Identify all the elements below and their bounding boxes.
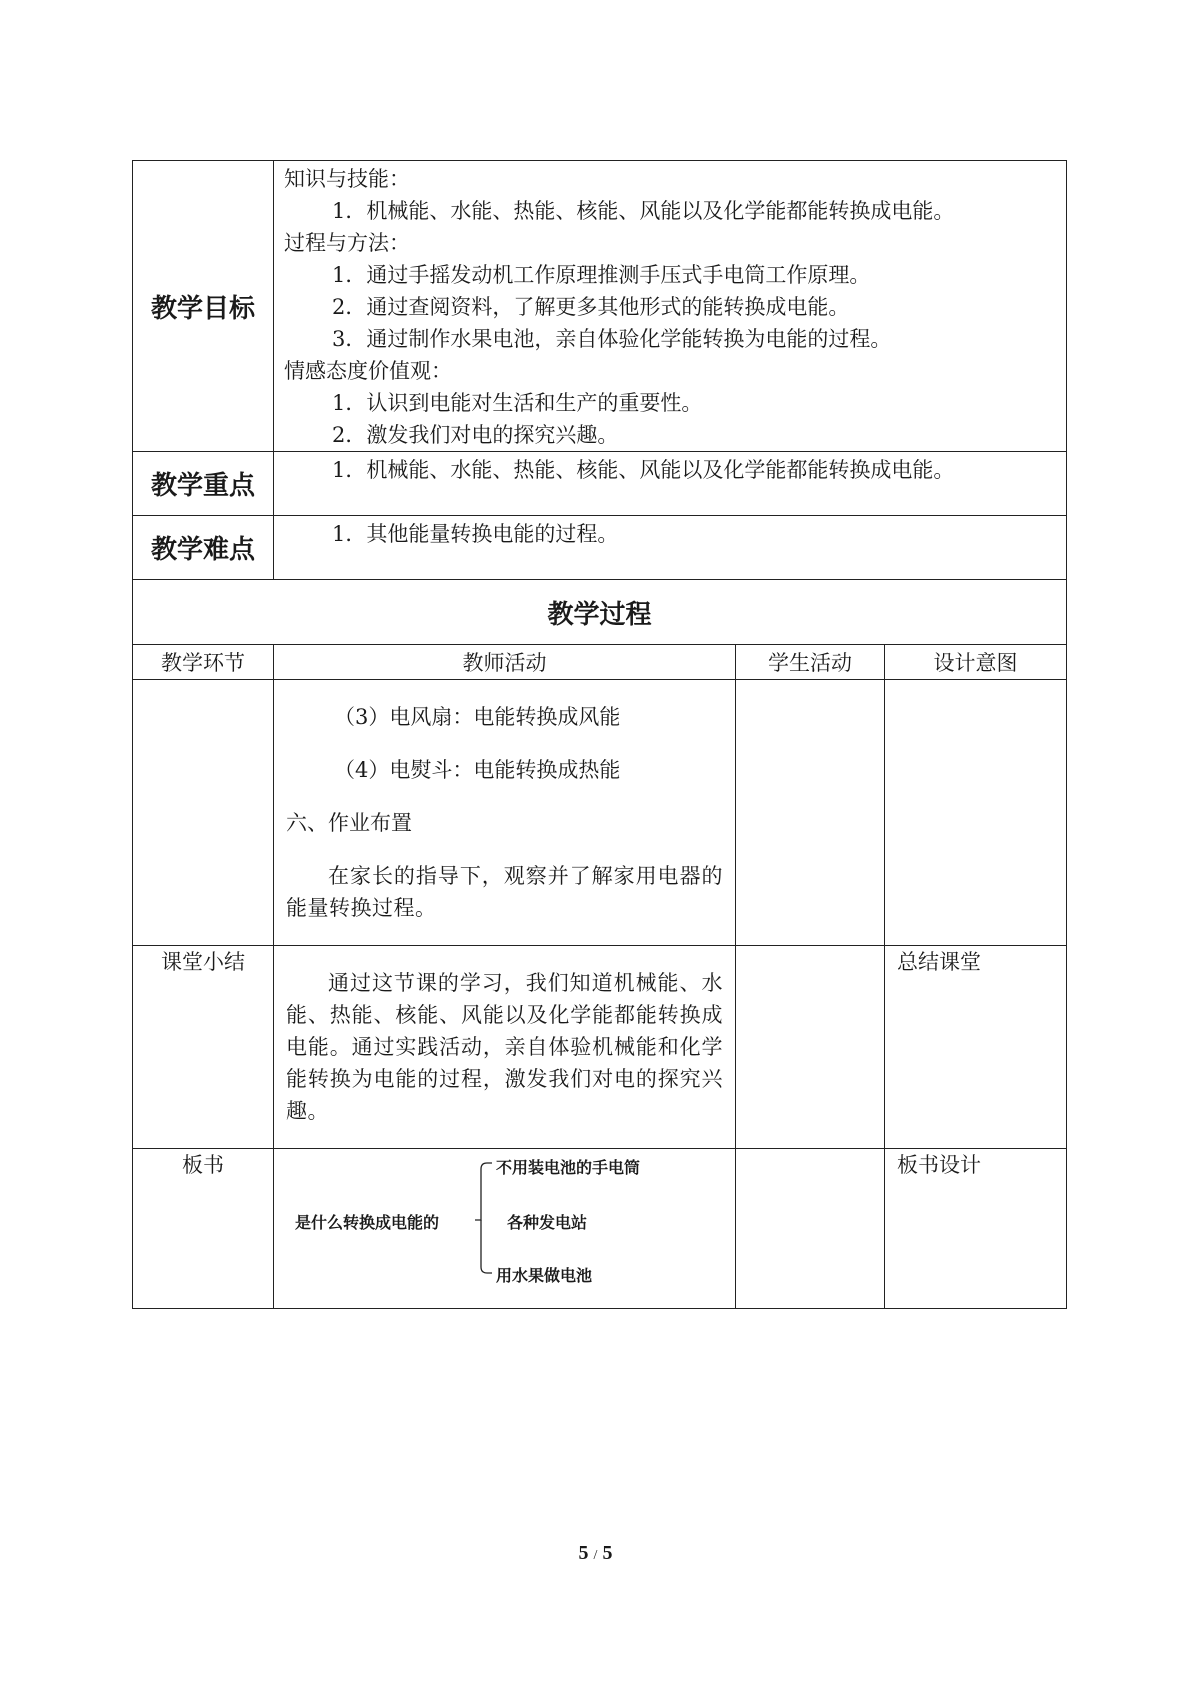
stage-cell-board: 板书 [133, 1149, 274, 1309]
teacher-activity-cell-summary [274, 946, 736, 1149]
student-activity-cell-board [736, 1149, 885, 1309]
column-header-student: 学生活动 [736, 645, 885, 680]
teacher-activity-lines [286, 701, 723, 924]
key-points-row [133, 452, 1067, 516]
lesson-plan-table [132, 160, 1067, 1309]
design-intent-cell-summary: 总结课堂 [885, 946, 1067, 1149]
board-diagram-cell [274, 1149, 736, 1309]
difficulties-label: 教学难点 [133, 516, 274, 580]
stage-cell [133, 680, 274, 946]
text-line: （4）电熨斗：电能转换成热能 [334, 758, 621, 782]
design-intent-cell [885, 680, 1067, 946]
objectives-row [133, 161, 1067, 452]
text-line: 1．认识到电能对生活和生产的重要性。 [332, 391, 703, 415]
text-line: 六、作业布置 [286, 811, 412, 835]
key-points-text: 1．机械能、水能、热能、核能、风能以及化学能都能转换成电能。 [332, 458, 955, 482]
board-branch-fruit-battery: 用水果做电池 [496, 1266, 593, 1285]
text-line: （3）电风扇：电能转换成风能 [334, 705, 621, 729]
text-line: 3．通过制作水果电池，亲自体验化学能转换为电能的过程。 [332, 327, 892, 351]
stage-cell-summary: 课堂小结 [133, 946, 274, 1149]
page-total: 5 [602, 1542, 613, 1564]
text-line: 过程与方法： [284, 231, 410, 255]
text-line: 2．通过查阅资料，了解更多其他形式的能转换成电能。 [332, 295, 850, 319]
difficulties-text: 1．其他能量转换电能的过程。 [332, 522, 619, 546]
board-branch-power-stations: 各种发电站 [507, 1213, 588, 1232]
text-line: 情感态度价值观： [284, 359, 452, 383]
design-intent-cell-board: 板书设计 [885, 1149, 1067, 1309]
text-line: 1．机械能、水能、热能、核能、风能以及化学能都能转换成电能。 [332, 199, 955, 223]
process-row-summary [133, 946, 1067, 1149]
text-line: 知识与技能： [284, 167, 410, 191]
key-points-content [274, 452, 1067, 516]
page-number [0, 1542, 1191, 1565]
objectives-lines [284, 161, 1056, 451]
board-diagram [274, 1149, 735, 1307]
column-header-teacher: 教师活动 [274, 645, 736, 680]
board-root-text: 是什么转换成电能的 [295, 1213, 440, 1232]
process-header-row [133, 645, 1067, 680]
column-header-intent: 设计意图 [885, 645, 1067, 680]
student-activity-cell [736, 680, 885, 946]
key-points-label: 教学重点 [133, 452, 274, 516]
column-header-stage: 教学环节 [133, 645, 274, 680]
teacher-activity-lines-summary [286, 967, 723, 1127]
teacher-activity-cell [274, 680, 736, 946]
page-separator: / [593, 1548, 598, 1563]
process-title-row [133, 580, 1067, 645]
page-current: 5 [578, 1542, 589, 1564]
text-line: 2．激发我们对电的探究兴趣。 [332, 423, 619, 447]
process-row-board [133, 1149, 1067, 1309]
student-activity-cell-summary [736, 946, 885, 1149]
text-line: 在家长的指导下，观察并了解家用电器的能量转换过程。 [286, 864, 723, 920]
text-line: 通过这节课的学习，我们知道机械能、水能、热能、核能、风能以及化学能都能转换成电能。通过实践活动，亲自体验机械能和化学能转换为电能的过程，激发我们对电的探究兴趣。 [286, 971, 723, 1123]
process-title: 教学过程 [133, 580, 1067, 645]
difficulties-row [133, 516, 1067, 580]
board-branch-flashlight: 不用装电池的手电筒 [496, 1158, 641, 1177]
objectives-label: 教学目标 [133, 161, 274, 452]
difficulties-content [274, 516, 1067, 580]
objectives-content [274, 161, 1067, 452]
text-line: 1．通过手摇发动机工作原理推测手压式手电筒工作原理。 [332, 263, 871, 287]
process-row-homework [133, 680, 1067, 946]
